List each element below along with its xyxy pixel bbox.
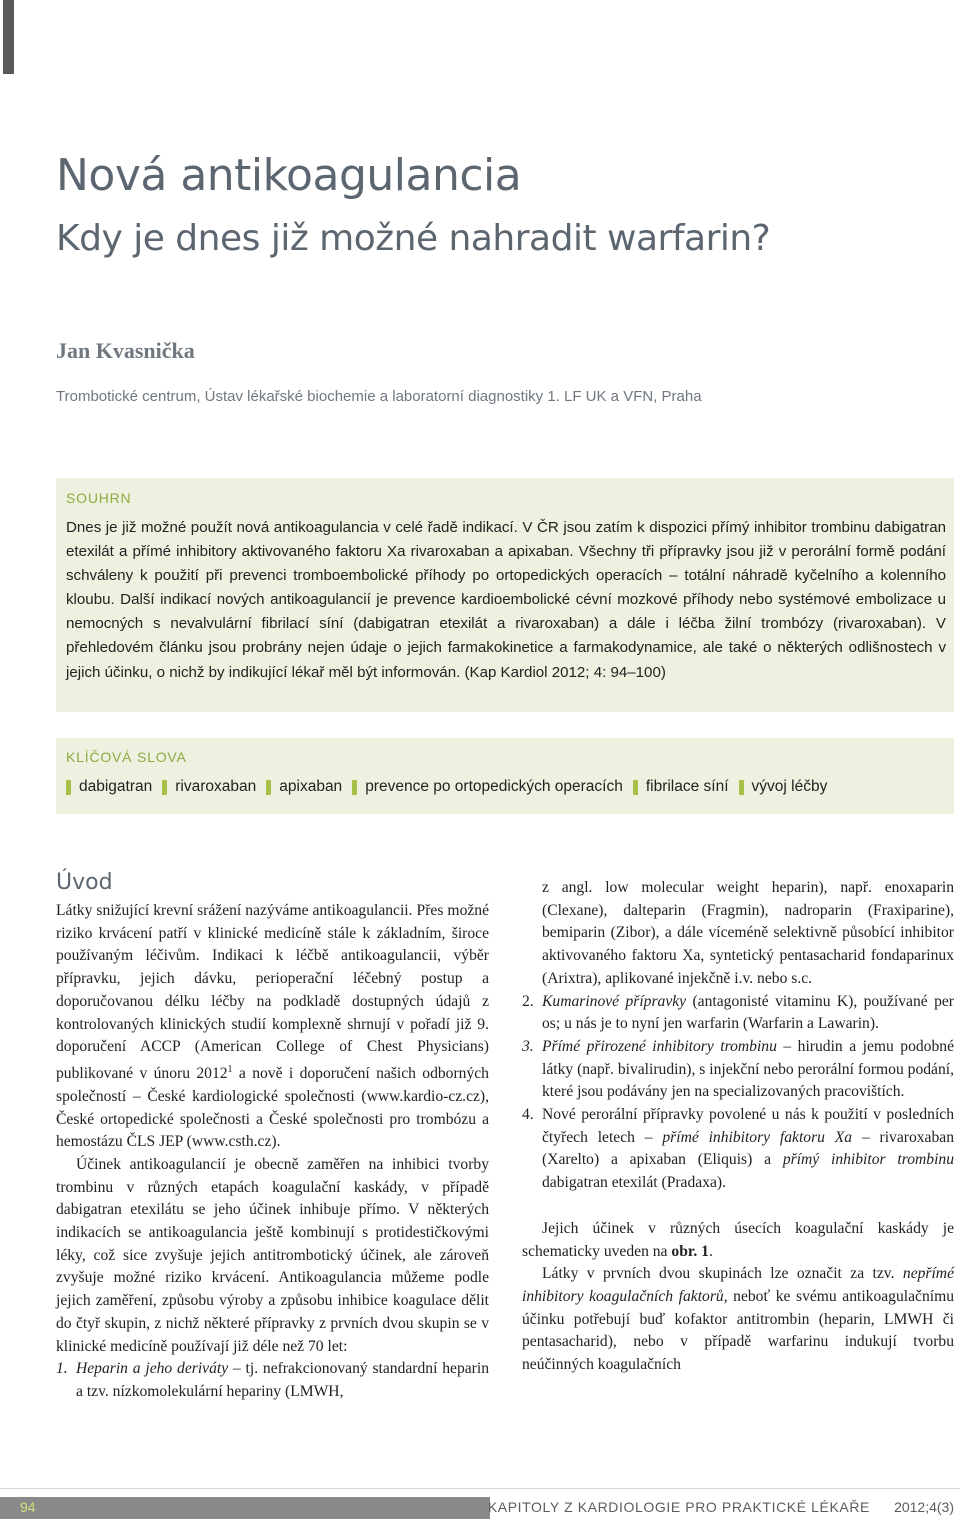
keyword-item: vývoj léčby xyxy=(751,778,828,795)
right-column xyxy=(522,877,954,1377)
paragraph-mechanism: Účinek antikoagulancií je obecně zaměřen na inhibici tvorby trombinu v různých etapách koagulační kaskády, v případě dabigatran etexilátu se jeho účinek inhibuje přímo. V některých indikacích se antikoagulancia ještě kombinují s protidestičkovými léky, což sice zvyšuje jejich antitrombotický účinek, ale zároveň zvyšuje možné riziko krvácení. Antikoagulancia můžeme podle jejich zaměření, způsobu výroby a způsobu inhibice koagulace dělit do čtyř skupin, z nichž některé přípravky z prvních dvou skupin se v klinické medicíně používají již déle než 70 let: xyxy=(56,1155,489,1355)
abstract-box xyxy=(56,478,954,712)
keyword-item: rivaroxaban xyxy=(175,778,257,795)
keyword-item: fibrilace síní xyxy=(645,778,729,795)
section-heading-uvod: Úvod xyxy=(56,870,113,895)
list-number: 2. xyxy=(522,992,534,1010)
keyword-item: prevence po ortopedických operacích xyxy=(365,778,623,795)
citation-superscript: 1 xyxy=(227,1063,233,1075)
list-item: 3. Přímé přirozené inhibitory trombinu – hirudin a jemu podobné látky (např. bivalirudin), s injekční nebo perorální formou podání, které jsou podávány jen na specializovaných pracovištích. xyxy=(522,1037,954,1101)
list-item: 2. Kumarinové přípravky (antagonisté vitaminu K), používané per os; u nás je to nyní jen warfarin (Warfarin a Lawarin). xyxy=(522,992,954,1033)
keywords-box xyxy=(56,738,954,814)
abstract-text: Dnes je již možné použít nová antikoagulancia v celé řadě indikací. V ČR jsou zatím k dispozici přímý inhibitor trombinu dabigatran etexilát a přímé inhibitory aktivovaného faktoru Xa rivaroxaban a apixaban. Všechny tři přípravky jsou již v perorální formě podání schváleny k použití při prevenci tromboembolické příhody po ortopedických operacích – totální náhradě kyčelního a kolenního kloubu. Další indikací nových antikoagulancií je prevence kardioembolické cévní mozkové příhody nebo systémové embolizace u nemocných s nevalvulární fibrilací síní (dabigatran etexilát a rivaroxaban) a dále i léčba žilní trombózy (rivaroxaban). V přehledovém článku jsou probrány nejen údaje o jejich farmakokinetice a farmakodynamice, ale také o některých odlišnostech v jejich účinku, o nichž by indikující lékař měl být informován. (Kap Kardiol 2012; 4: 94–100) xyxy=(66,519,946,681)
left-column xyxy=(56,900,489,1404)
journal-name: KAPITOLY Z KARDIOLOGIE PRO PRAKTICKÉ LÉKAŘE xyxy=(487,1499,870,1515)
keyword-bullet xyxy=(352,780,357,795)
keyword-item: dabigatran xyxy=(79,778,153,795)
list-item: 1. Heparin a jeho deriváty – tj. nefrakcionovaný standardní heparin a tzv. nízkomolekulární hepariny (LMWH, xyxy=(56,1360,489,1400)
keywords-label: KLÍČOVÁ SLOVA xyxy=(66,749,187,765)
list-number: 4. xyxy=(522,1106,534,1124)
article-title: Nová antikoagulancia xyxy=(56,150,522,201)
page-number: 94 xyxy=(20,1499,36,1515)
group-list-continued xyxy=(522,877,954,1195)
keyword-bullet xyxy=(66,780,71,795)
paragraph-indirect-inhibitors: Látky v prvních dvou skupinách lze označit za tzv. nepřímé inhibitory koagulačních faktorů, neboť ke svému antikoagulačnímu účinku potřebují buď kofaktor antitrombin (heparin, LMWH či pentasacharid), nebo v případě warfarinu indukují tvorbu neúčinných koagulačních xyxy=(522,1265,954,1374)
intro-paragraph: Látky snižující krevní srážení nazýváme antikoagulancii. Přes možné riziko krvácení patří v klinické medicíně stále k základním, široce používaným léčivům. Indikaci k léčbě antikoagulancii, výběr přípravku, jejich dávku, perioperační léčebný postup a doporučovanou délku léčby na podkladě dostupných údajů z kontrolovaných klinických studií komplexně shrnují v pořadí již 9. doporučení ACCP (American College of Chest Physicians) publikované v únoru 2012$^1$ a nově i doporučení našich odborných společností – České kardiologické společnosti (www.kardio-cz.cz), České ortopedické společnosti a České společnosti pro trombózu a hemostázu ČLS JEP (www.csth.cz). xyxy=(56,902,489,1151)
list-number: 1. xyxy=(56,1360,68,1378)
keyword-bullet xyxy=(739,780,744,795)
keyword-item: apixaban xyxy=(279,778,343,795)
author-name: Jan Kvasnička xyxy=(56,338,195,363)
side-marker xyxy=(3,0,14,74)
figure-reference: obr. 1 xyxy=(671,1242,709,1260)
list-number: 3. xyxy=(522,1037,534,1055)
list-item-continued: z angl. low molecular weight heparin), např. enoxaparin (Clexane), dalteparin (Fragmin), nadroparin (Fraxiparine), bemiparin (Zibor), a dále víceméně selektivně působící inhibitor aktivovaného faktoru Xa, syntetický pentasacharid fondaparinux (Arixtra), aplikované injekčně i.v. nebo s.c. xyxy=(542,879,954,987)
list-item: 4. Nové perorální přípravky povolené u nás k použití v posledních čtyřech letech – přímé inhibitory faktoru Xa – rivaroxaban (Xarelto) a apixaban (Eliquis) a přímý inhibitor trombinu dabigatran etexilát (Pradaxa). xyxy=(522,1106,954,1192)
footer-rule xyxy=(0,1488,960,1489)
journal-issue: 2012;4(3) xyxy=(894,1499,954,1515)
keywords-list xyxy=(66,778,837,796)
keyword-bullet xyxy=(633,780,638,795)
abstract-label: SOUHRN xyxy=(66,490,132,506)
author-affiliation: Trombotické centrum, Ústav lékařské biochemie a laboratorní diagnostiky 1. LF UK a VFN, Praha xyxy=(56,388,702,405)
article-subtitle: Kdy je dnes již možné nahradit warfarin? xyxy=(56,218,771,259)
keyword-bullet xyxy=(266,780,271,795)
footer-page-box xyxy=(0,1497,490,1519)
group-list xyxy=(56,1358,489,1403)
keyword-bullet xyxy=(162,780,167,795)
paragraph-figure-reference: Jejich účinek v různých úsecích koagulační kaskády je schematicky uveden na obr. 1. xyxy=(522,1219,954,1260)
